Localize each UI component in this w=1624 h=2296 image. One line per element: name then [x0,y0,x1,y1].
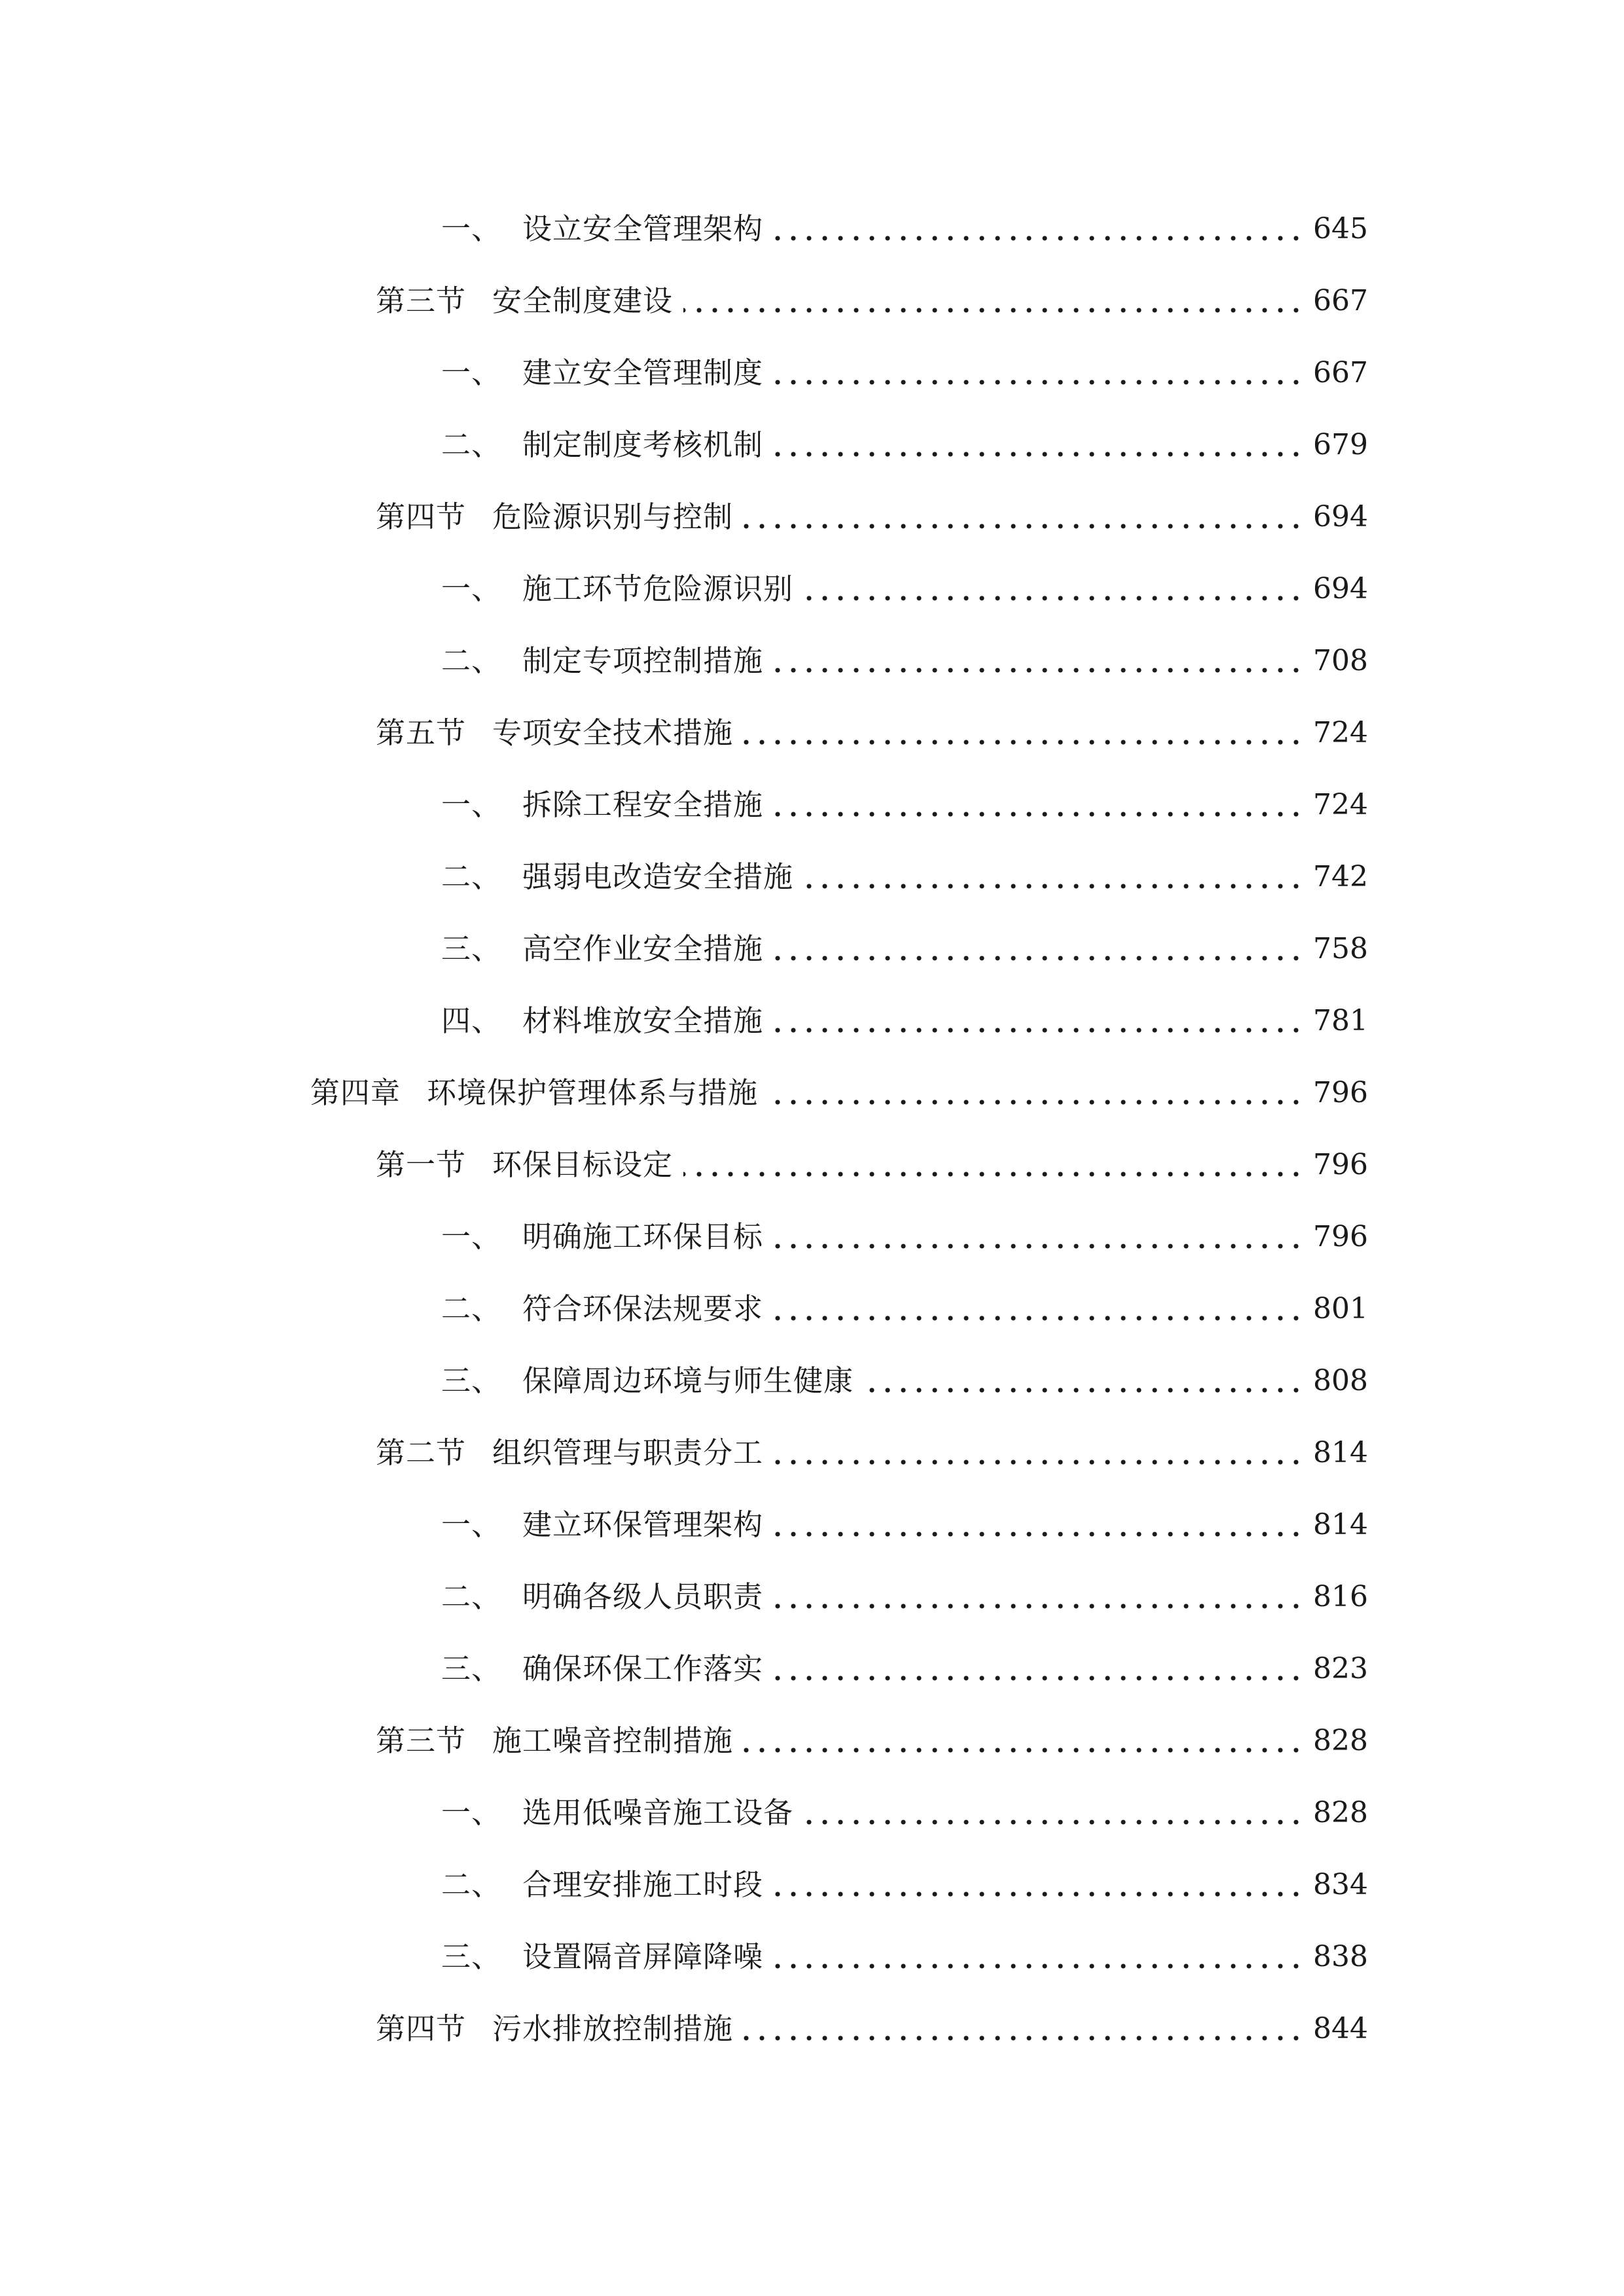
toc-entry[interactable] [441,1643,1368,1695]
toc-entry[interactable] [376,1139,1368,1191]
entry-page-number: 808 [1313,1364,1368,1397]
dot-leader [683,1170,1304,1178]
entry-page-number: 796 [1313,1076,1368,1109]
dot-leader [744,522,1304,530]
entry-title: 合理安排施工时段 [522,1867,764,1902]
toc-entry[interactable] [441,779,1368,831]
entry-title: 明确施工环保目标 [522,1219,764,1254]
entry-number: 二、 [441,859,502,894]
entry-page-number: 667 [1313,356,1368,389]
entry-title: 符合环保法规要求 [522,1291,764,1326]
entry-page-number: 708 [1313,644,1368,677]
entry-page-number: 796 [1313,1220,1368,1253]
entry-number: 一、 [441,1795,502,1830]
entry-number: 第一节 [376,1147,467,1182]
entry-title: 高空作业安全措施 [522,931,764,966]
entry-number: 第五节 [376,715,467,750]
entry-number: 第二节 [376,1435,467,1470]
dot-leader [804,594,1304,602]
dot-leader [774,1674,1304,1682]
toc-entry[interactable] [376,707,1368,759]
dot-leader [774,1602,1304,1610]
entry-page-number: 645 [1313,212,1368,245]
dot-leader [774,810,1304,818]
toc-entry[interactable] [441,1931,1368,1983]
entry-page-number: 844 [1313,2012,1368,2045]
toc-entry[interactable] [310,1067,1368,1119]
entry-title: 设置隔音屏障降噪 [522,1939,764,1974]
toc-entry[interactable] [441,203,1368,255]
entry-number: 一、 [441,1507,502,1542]
entry-page-number: 781 [1313,1004,1368,1037]
dot-leader [744,1746,1304,1754]
entry-number: 一、 [441,1219,502,1254]
entry-page-number: 758 [1313,932,1368,965]
entry-title: 危险源识别与控制 [492,499,734,534]
dot-leader [744,2034,1304,2042]
entry-number: 第四节 [376,499,467,534]
toc-entry[interactable] [376,1715,1368,1767]
entry-page-number: 838 [1313,1940,1368,1973]
entry-title: 设立安全管理架构 [522,211,764,246]
entry-page-number: 694 [1313,572,1368,605]
entry-page-number: 828 [1313,1796,1368,1829]
entry-number: 一、 [441,787,502,822]
entry-page-number: 724 [1313,788,1368,821]
entry-title: 强弱电改造安全措施 [522,859,794,894]
entry-title: 选用低噪音施工设备 [522,1795,794,1830]
entry-page-number: 724 [1313,716,1368,749]
entry-title: 材料堆放安全措施 [522,1003,764,1038]
entry-number: 二、 [441,427,502,462]
entry-page-number: 796 [1313,1148,1368,1181]
dot-leader [683,306,1304,314]
toc-entry[interactable] [441,347,1368,399]
entry-number: 第三节 [376,1723,467,1758]
entry-title: 施工噪音控制措施 [492,1723,734,1758]
entry-number: 第四节 [376,2011,467,2046]
dot-leader [774,1026,1304,1034]
entry-title: 制定制度考核机制 [522,427,764,462]
toc-entry[interactable] [441,635,1368,687]
toc-entry[interactable] [441,851,1368,903]
toc-entry[interactable] [441,1499,1368,1551]
entry-number: 三、 [441,931,502,966]
entry-title: 安全制度建设 [492,283,674,318]
entry-title: 建立环保管理架构 [522,1507,764,1542]
entry-page-number: 667 [1313,284,1368,317]
toc-entry[interactable] [376,491,1368,543]
entry-page-number: 801 [1313,1292,1368,1325]
toc-entry[interactable] [376,1427,1368,1479]
entry-title: 污水排放控制措施 [492,2011,734,2046]
entry-number: 第三节 [376,283,467,318]
dot-leader [774,450,1304,458]
dot-leader [774,1314,1304,1322]
entry-number: 一、 [441,355,502,390]
dot-leader [744,738,1304,746]
dot-leader [774,1242,1304,1250]
entry-number: 二、 [441,1291,502,1326]
dot-leader [774,234,1304,242]
dot-leader [768,1098,1304,1106]
toc-entry[interactable] [441,995,1368,1047]
toc-entry[interactable] [376,275,1368,327]
entry-title: 组织管理与职责分工 [492,1435,764,1470]
toc-entry[interactable] [441,563,1368,615]
entry-title: 确保环保工作落实 [522,1651,764,1686]
toc-entry[interactable] [441,923,1368,975]
entry-page-number: 816 [1313,1580,1368,1613]
entry-number: 一、 [441,211,502,246]
toc-entry[interactable] [441,1787,1368,1839]
entry-number: 三、 [441,1363,502,1398]
entry-number: 二、 [441,1867,502,1902]
entry-title: 施工环节危险源识别 [522,571,794,606]
entry-title: 保障周边环境与师生健康 [522,1363,854,1398]
dot-leader [774,1890,1304,1898]
entry-page-number: 834 [1313,1868,1368,1901]
dot-leader [864,1386,1304,1394]
dot-leader [774,1962,1304,1970]
entry-title: 制定专项控制措施 [522,643,764,678]
entry-page-number: 823 [1313,1652,1368,1685]
dot-leader [804,882,1304,890]
entry-page-number: 694 [1313,500,1368,533]
toc-entry[interactable] [376,2003,1368,2055]
entry-page-number: 814 [1313,1436,1368,1469]
entry-title: 环境保护管理体系与措施 [427,1075,759,1110]
dot-leader [774,954,1304,962]
entry-page-number: 814 [1313,1508,1368,1541]
entry-page-number: 679 [1313,428,1368,461]
entry-number: 二、 [441,1579,502,1614]
dot-leader [804,1818,1304,1826]
toc-entry[interactable] [441,1283,1368,1335]
toc-entry[interactable] [441,1859,1368,1911]
toc-entry[interactable] [441,1211,1368,1263]
toc-entry[interactable] [441,419,1368,471]
entry-title: 专项安全技术措施 [492,715,734,750]
entry-page-number: 828 [1313,1724,1368,1757]
entry-title: 拆除工程安全措施 [522,787,764,822]
entry-number: 四、 [441,1003,502,1038]
entry-page-number: 742 [1313,860,1368,893]
dot-leader [774,1458,1304,1466]
toc-entry[interactable] [441,1571,1368,1623]
entry-title: 环保目标设定 [492,1147,674,1182]
entry-number: 第四章 [310,1075,401,1110]
entry-title: 明确各级人员职责 [522,1579,764,1614]
dot-leader [774,666,1304,674]
dot-leader [774,378,1304,386]
entry-number: 一、 [441,571,502,606]
entry-number: 三、 [441,1651,502,1686]
toc-entry[interactable] [441,1355,1368,1407]
entry-number: 三、 [441,1939,502,1974]
entry-number: 二、 [441,643,502,678]
dot-leader [774,1530,1304,1538]
entry-title: 建立安全管理制度 [522,355,764,390]
